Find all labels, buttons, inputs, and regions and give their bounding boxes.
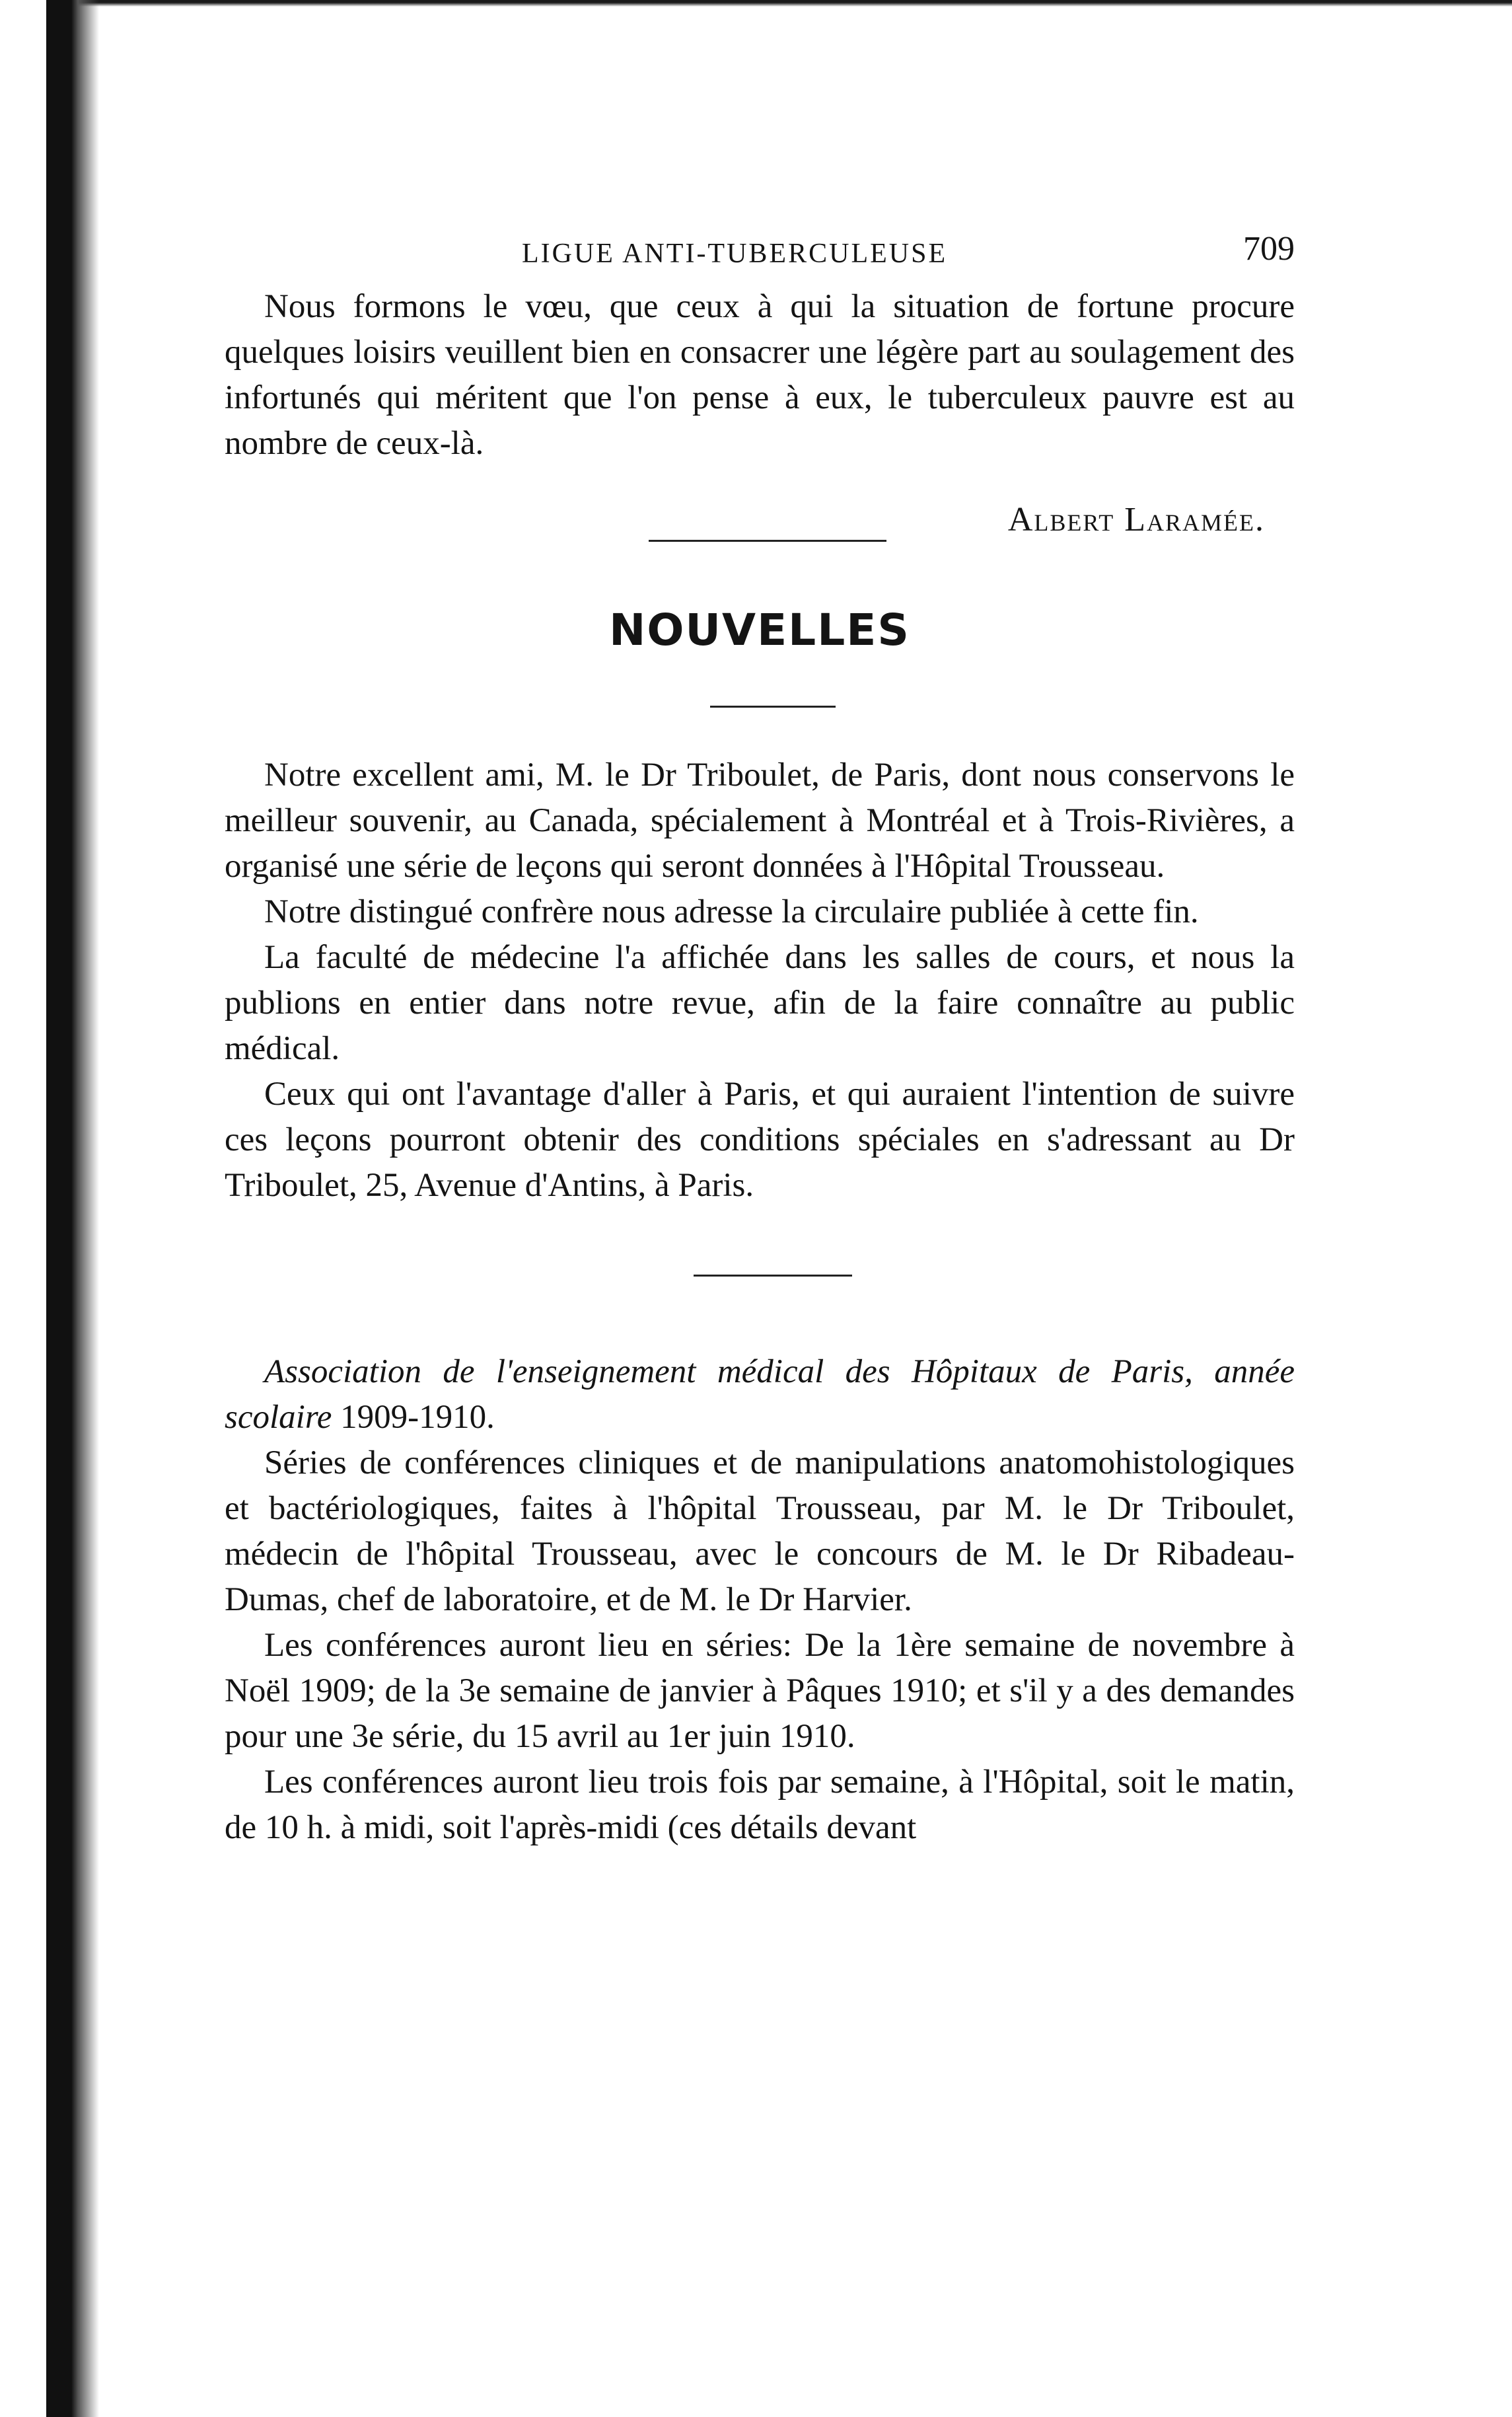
signature: Albert Laramée. bbox=[1007, 501, 1265, 539]
separator-rule bbox=[694, 1275, 852, 1277]
news-section bbox=[225, 753, 1295, 1208]
association-title-italic: Association de l'enseignement médical des Hôpitaux de Paris, année scolaire bbox=[225, 1353, 1295, 1436]
association-title-year: 1909-1910. bbox=[332, 1399, 495, 1436]
news-paragraph: Notre excellent ami, M. le Dr Triboulet, de Paris, dont nous conservons le meilleur souvenir, au Canada, spécialement à Montréal et à Trois-Rivières, a organisé une série de leçons qui seront données à l'Hôpital Trousseau. bbox=[225, 757, 1295, 885]
running-title: LIGUE ANTI-TUBERCULEUSE bbox=[522, 239, 948, 269]
separator-rule bbox=[649, 540, 886, 542]
section-title: NOUVELLES bbox=[609, 605, 910, 655]
association-section bbox=[225, 1349, 1295, 1851]
association-paragraph: Les conférences auront lieu en séries: De la 1ère semaine de novembre à Noël 1909; de la 3e semaine de janvier à Pâques 1910; et s'il y a des demandes pour une 3e série, du 15 avril au 1er juin 1910. bbox=[225, 1627, 1295, 1755]
scan-binding-edge bbox=[0, 0, 99, 2417]
news-paragraph: Ceux qui ont l'avantage d'aller à Paris, et qui auraient l'intention de suivre ces leçons pourront obtenir des conditions spéciales en s'adressant au Dr Triboulet, 25, Avenue d'Antins, à Paris. bbox=[225, 1076, 1295, 1204]
association-paragraph: Les conférences auront lieu trois fois par semaine, à l'Hôpital, soit le matin, de 10 h. à midi, soit l'après-midi (ces détails devant bbox=[225, 1764, 1295, 1846]
news-paragraph: La faculté de médecine l'a affichée dans les salles de cours, et nous la publions en entier dans notre revue, afin de la faire connaître au public médical. bbox=[225, 939, 1295, 1067]
association-title bbox=[225, 1349, 1295, 1440]
association-paragraph: Séries de conférences cliniques et de manipulations anatomohistologiques et bactériologiques, faites à l'hôpital Trousseau, par M. le Dr Triboulet, médecin de l'hôpital Trousseau, avec le concours de M. le Dr Ribadeau-Dumas, chef de laboratoire, et de M. le Dr Harvier. bbox=[225, 1444, 1295, 1618]
running-head bbox=[225, 231, 1295, 284]
separator-rule bbox=[710, 706, 836, 708]
page bbox=[225, 218, 1295, 1851]
page-number: 709 bbox=[1243, 230, 1295, 268]
scan-top-edge bbox=[0, 0, 1512, 7]
closing-paragraph: Nous formons le vœu, que ceux à qui la situation de fortune procure quelques loisirs veuillent bien en consacrer une légère part au soulagement des infortunés qui méritent que l'on pense à eux, le tuberculeux pauvre est au nombre de ceux-là. bbox=[225, 288, 1295, 462]
news-paragraph: Notre distingué confrère nous adresse la circulaire publiée à cette fin. bbox=[264, 893, 1199, 930]
